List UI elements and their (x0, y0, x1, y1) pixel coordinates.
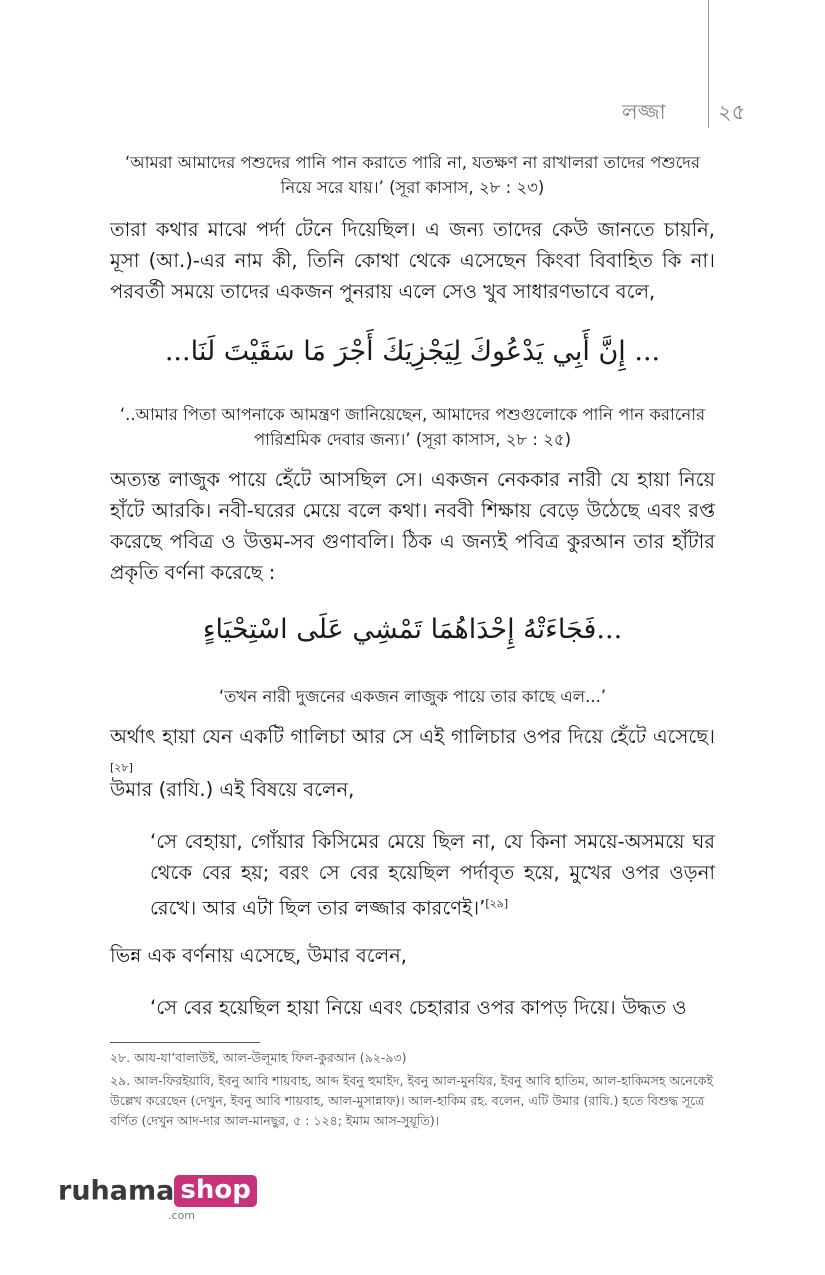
quote-surah-qasas-23: ‘আমরা আমাদের পশুদের পানি পান করাতে পারি না, যতক্ষণ না রাখালরা তাদের পশুদের নিয়ে সরে যায়।’ (সূরা কাসাস, ২৮ : ২৩) (124, 153, 701, 197)
logo-text-shop: shop (174, 1175, 256, 1207)
page-number: ২৫ (718, 100, 746, 124)
quote-surah-qasas-25: ‘..আমার পিতা আপনাকে আমন্ত্রণ জানিয়েছেন, আমাদের পশুগুলোকে পানি পান করানোর পারিশ্রমিক দেবার জন্য।’ (সূরা কাসাস, ২৮ : ২৫) (119, 405, 706, 449)
quote-umar-2: ‘সে বের হয়েছিল হায়া নিয়ে এবং চেহারার ওপর কাপড় দিয়ে। উদ্ধত ও (150, 996, 687, 1019)
paragraph-3-text: অর্থাৎ হায়া যেন একটি গালিচা আর সে এই গালিচার ওপর দিয়ে হেঁটে এসেছে। (110, 725, 715, 748)
arabic-verse-1: ... إِنَّ أَبِي يَدْعُوكَ لِيَجْزِيَكَ أَجْرَ مَا سَقَيْتَ لَنَا... (164, 336, 661, 367)
footnote-separator (110, 1042, 260, 1043)
running-header-title: লজ্জা (622, 100, 666, 124)
header-divider-line (708, 0, 709, 128)
footnote-28: ২৮. আয-যা’বালাউই, আল-উলূমাহ ফিল-কুরআন (৯২-৯৩) (110, 1050, 407, 1065)
paragraph-1: তারা কথার মাঝে পর্দা টেনে দিয়েছিল। এ জন্য তাদের কেউ জানতে চায়নি, মূসা (আ.)-এর নাম কী, তিনি কোথা থেকে এসেছেন কিংবা বিবাহিত কি না। পরবর্তী সময়ে তাদের একজন পুনরায় এলে সেও খুব সাধারণভাবে বলে, (110, 218, 715, 303)
logo-text-domain: .com (168, 1209, 195, 1222)
arabic-verse-2: ...فَجَاءَتْهُ إِحْدَاهُمَا تَمْشِي عَلَى اسْتِحْيَاءٍ (202, 614, 623, 645)
quote-umar-1-text: ‘সে বেহায়া, গোঁয়ার কিসিমের মেয়ে ছিল না, যে কিনা সময়ে-অসময়ে ঘর থেকে বের হয়; বরং সে বের হয়েছিল পর্দাবৃত হয়ে, মুখের ওপর ওড়না রেখে। আর এটা ছিল তার লজ্জার কারণেই।’ (150, 830, 715, 920)
footnote-ref-29[interactable]: [২৯] (485, 897, 509, 910)
ruhamashop-logo (58, 1175, 257, 1222)
quote-umar-1 (150, 826, 715, 924)
footnote-29: ২৯. আল-ফিরইয়াবি, ইবনু আবি শায়বাহ, আব্দ ইবনু হুমাইদ, ইবনু আল-মুনযির, ইবনু আবি হাতিম, আল-হাকিমসহ অনেকেই উল্লেখ করেছেন (দেখুন, ইবনু আবি শায়বাহ, আল-মুসান্নাফ)। আল-হাকিম রহ. বলেন, এটি উমার (রাযি.) হতে বিশুদ্ধ সূত্রে বর্ণিত (দেখুন আদ-দার আল-মানছুর, ৫ : ১২৪; ইমাম আস-সুয়ূতি)। (110, 1073, 713, 1128)
logo-text-ruhama: ruhama (58, 1175, 175, 1207)
quote-translation-3: ‘তখন নারী দুজনের একজন লাজুক পায়ে তার কাছে এল...’ (218, 687, 607, 706)
paragraph-5: ভিন্ন এক বর্ণনায় এসেছে, উমার বলেন, (110, 944, 407, 967)
footnote-ref-28[interactable]: [২৮] (110, 761, 133, 774)
paragraph-2: অত্যন্ত লাজুক পায়ে হেঁটে আসছিল সে। একজন নেককার নারী যে হায়া নিয়ে হাঁটে আরকি। নবী-ঘরের মেয়ে বলে কথা। নববী শিক্ষায় বেড়ে উঠেছে এবং রপ্ত করেছে পবিত্র ও উত্তম-সব গুণাবলি। ঠিক এ জন্যই পবিত্র কুরআন তার হাঁটার প্রকৃতি বর্ণনা করেছে : (110, 468, 715, 584)
paragraph-4: উমার (রাযি.) এই বিষয়ে বলেন, (110, 778, 355, 801)
